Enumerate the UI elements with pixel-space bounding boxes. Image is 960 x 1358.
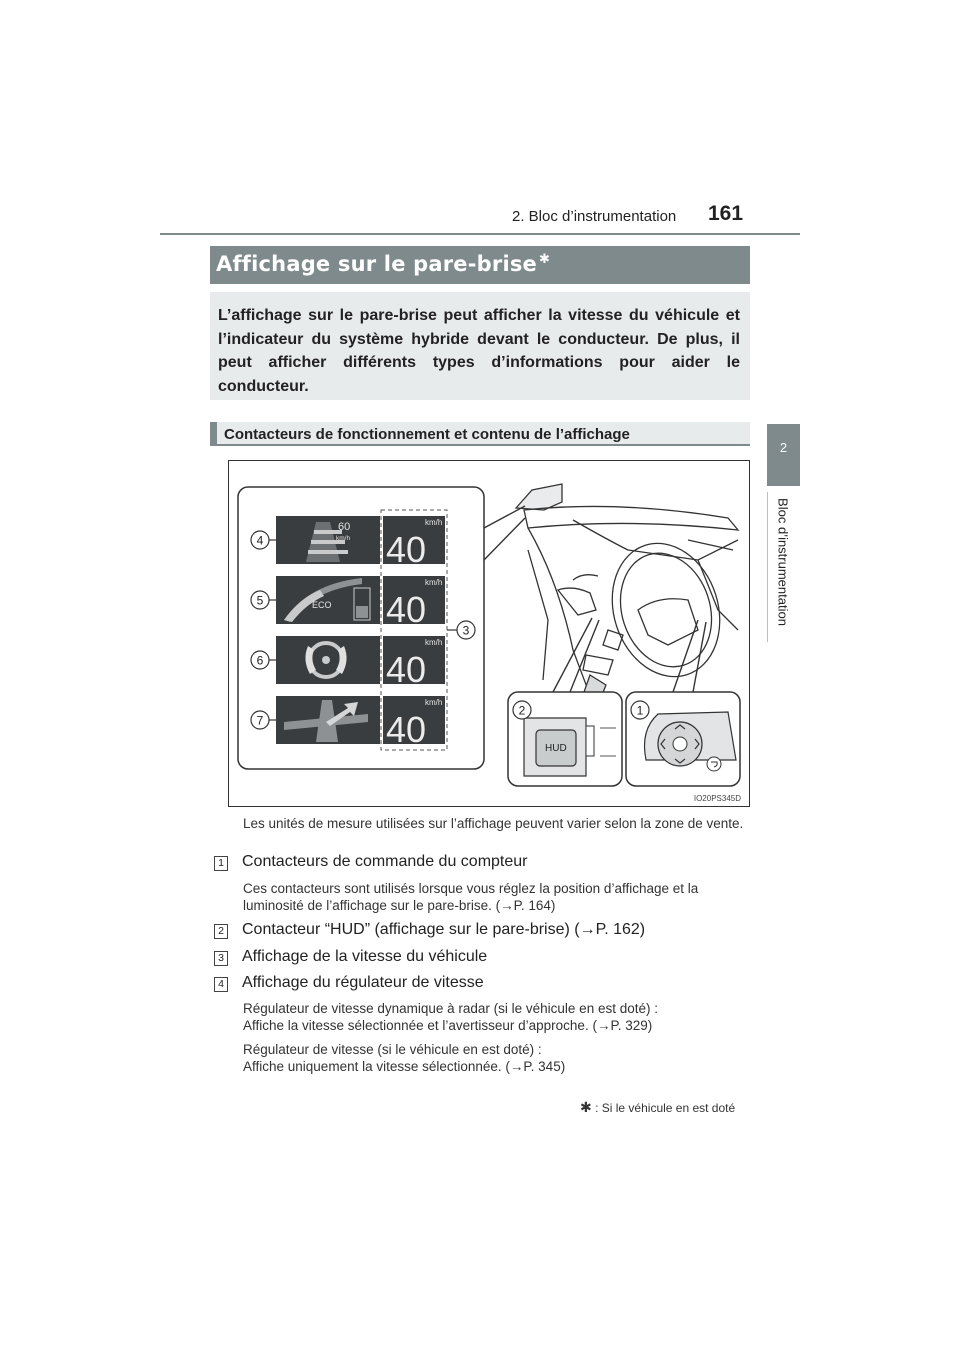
footnote-text: : Si le véhicule en est doté	[595, 1101, 736, 1115]
chapter-header: 2. Bloc d’instrumentation	[512, 208, 677, 225]
callout-4-label: 4	[256, 533, 264, 548]
section-title	[216, 252, 550, 276]
item-4-detail-1	[243, 1000, 753, 1034]
set-speed-value: 60	[338, 521, 351, 533]
item-2-number: 2	[214, 924, 228, 939]
section-title-text: Affichage sur le pare-brise	[216, 252, 537, 276]
page-number: 161	[708, 202, 744, 225]
item-4-number: 4	[214, 977, 228, 992]
chapter-tab	[767, 424, 800, 486]
speed-unit-3: km/h	[425, 638, 443, 647]
item-4-detail-2	[243, 1041, 753, 1075]
hud-switch-side	[586, 726, 594, 756]
item-4-title: Affichage du régulateur de vitesse	[242, 974, 484, 991]
speed-unit-4: km/h	[425, 698, 443, 707]
item-4-detail-1-line2: Affiche la vitesse sélectionnée et l’avertisseur d’approche. (→P. 329)	[243, 1018, 653, 1033]
item-1-number: 1	[214, 856, 228, 871]
callout-7-label: 7	[256, 713, 264, 728]
set-speed-unit: km/h	[336, 535, 351, 542]
units-note: Les unités de mesure utilisées sur l’affichage peuvent varier selon la zone de vente.	[243, 816, 744, 831]
footnote-mark: ✱	[580, 1099, 592, 1115]
header-rule	[160, 233, 800, 235]
item-3-number: 3	[214, 951, 228, 966]
callout-2	[513, 701, 531, 719]
speed-value-1: 40	[386, 529, 427, 570]
callout-2-label: 2	[518, 703, 526, 718]
item-1-title: Contacteurs de commande du compteur	[242, 853, 528, 870]
hud-illustration	[228, 460, 750, 807]
item-4-detail-2-line1: Régulateur de vitesse (si le véhicule en est doté) :	[243, 1042, 542, 1057]
callout-1	[631, 701, 649, 719]
figure-code: IO20PS345D	[693, 794, 741, 803]
eco-label: ECO	[312, 600, 332, 610]
speed-unit-1: km/h	[425, 518, 443, 527]
callout-1-label: 1	[636, 703, 644, 718]
item-1-description: Ces contacteurs sont utilisés lorsque vous réglez la position d’affichage et la luminosité de l’affichage sur le pare-brise. (→P. 164)	[243, 881, 699, 913]
chapter-tab-label: Bloc d’instrumentation	[775, 498, 791, 626]
hud-illustration-svg	[228, 460, 750, 807]
speed-value-3: 40	[386, 649, 427, 690]
item-2-title: Contacteur “HUD” (affichage sur le pare-brise) (→P. 162)	[242, 921, 646, 938]
speed-unit-2: km/h	[425, 578, 443, 587]
speed-value-4: 40	[386, 709, 427, 750]
item-4-detail-2-line2: Affiche uniquement la vitesse sélectionnée. (→P. 345)	[243, 1059, 566, 1074]
speed-value-2: 40	[386, 589, 427, 630]
chapter-tab-number: 2	[779, 440, 788, 455]
callout-5-label: 5	[256, 593, 264, 608]
battery-level	[356, 606, 368, 618]
footnote	[580, 1099, 735, 1116]
hud-switch-label: HUD	[545, 743, 567, 754]
subsection-accent	[210, 422, 217, 446]
callout-6-label: 6	[256, 653, 264, 668]
intro-text: L’affichage sur le pare-brise peut afficher la vitesse du véhicule et l’indicateur du système hybride devant le conducteur. De plus, il peut afficher différents types d’informations pour aider le conducteur.	[218, 307, 740, 395]
item-3-title: Affichage de la vitesse du véhicule	[242, 948, 488, 965]
callout-3-label: 3	[462, 623, 470, 638]
item-4-detail-1-line1: Régulateur de vitesse dynamique à radar (si le véhicule en est doté) :	[243, 1001, 658, 1016]
subsection-title: Contacteurs de fonctionnement et contenu de l’affichage	[224, 426, 630, 443]
section-title-mark: ✱	[539, 252, 551, 267]
